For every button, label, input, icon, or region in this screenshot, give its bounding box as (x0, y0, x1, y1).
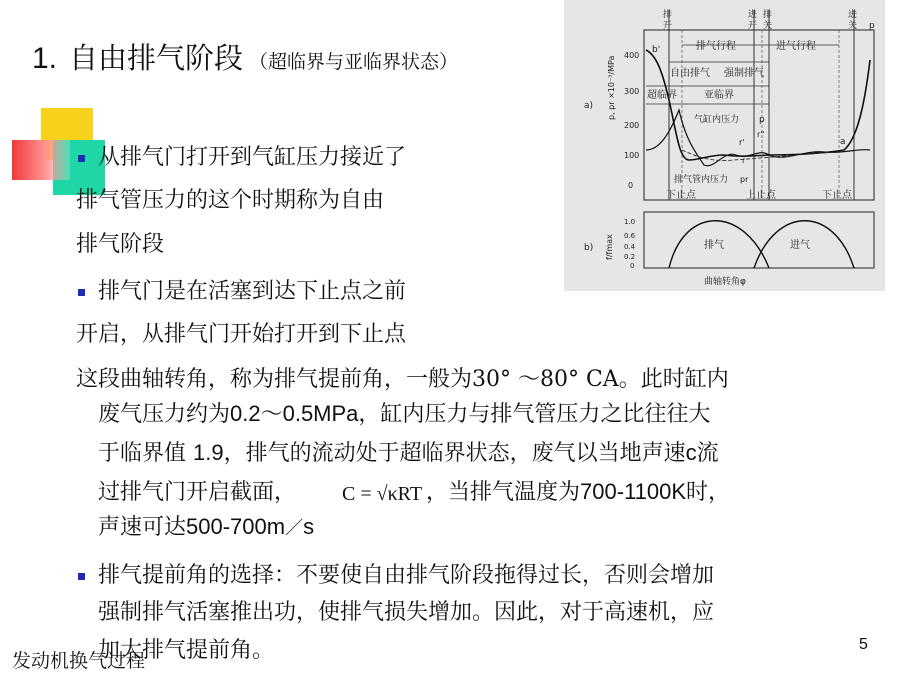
bullet-marker (78, 155, 85, 162)
label-intake-close: 进 (848, 10, 858, 20)
temperature-range: 700-1100K (580, 479, 687, 504)
page-number: 5 (859, 636, 868, 653)
sound-speed-formula (340, 476, 452, 510)
label-p-symbol: p (759, 115, 765, 125)
slide-title (32, 36, 458, 77)
label-subcritical: 亚临界 (704, 90, 734, 101)
label-p: p (869, 21, 875, 31)
valve-timing-figure (564, 0, 885, 291)
sound-speed-range: 500-700m (186, 514, 286, 539)
ylabel-b: f/fmax (605, 234, 614, 260)
label-exhaust-open-2: 开 (663, 21, 673, 31)
text-span: 流 (696, 441, 719, 466)
bullet2-line5 (98, 438, 719, 469)
bullet1-line2: 排气管压力的这个时期称为自由 (76, 188, 385, 213)
xlabel-crank-angle: 曲轴转角φ (704, 277, 746, 287)
bullet2-line7 (98, 512, 314, 544)
label-exhaust-stroke: 排气行程 (696, 41, 736, 52)
text-span: 声速可达 (98, 515, 187, 540)
bullet2-line2: 开启，从排气门开始打开到下止点 (76, 322, 407, 347)
label-intake-open-2: 开 (748, 21, 758, 31)
text-span: 于临界值 (98, 441, 187, 466)
label-tdc: 上止点 (746, 190, 776, 201)
title-subtitle: （超临界与亚临界状态） (249, 51, 459, 73)
unit-s: s (303, 514, 315, 539)
decor-red-gradient (12, 140, 70, 180)
pressure-range: 0.2～0.5MPa (230, 401, 359, 426)
text-span: ，缸内压力与排气管压力之比往往大 (358, 402, 711, 427)
cylinder-pressure-curve (646, 50, 870, 160)
ytick-300: 300 (624, 87, 640, 96)
label-r-prime: r' (739, 138, 745, 147)
bullet1-line3: 排气阶段 (76, 232, 165, 257)
footer-course-title: 发动机换气过程 (12, 650, 146, 672)
label-intake-stroke: 进气行程 (776, 41, 816, 52)
sound-speed-symbol: c (685, 440, 697, 465)
bullet1-line1: 从排气门打开到气缸压力接近了 (98, 145, 407, 170)
label-forced-exhaust: 强制排气 (724, 68, 764, 79)
label-free-exhaust: 自由排气 (670, 68, 710, 79)
ytick-400: 400 (624, 51, 640, 60)
bullet2-line4 (98, 399, 710, 430)
ytick-b-0: 0 (630, 262, 635, 270)
ytick-b-1: 1.0 (624, 218, 636, 226)
label-pr-symbol: pr (740, 175, 749, 184)
label-exhaust-open: 排 (663, 10, 673, 20)
label-bdc1: 下止点 (666, 190, 696, 201)
label-supercritical: 超临界 (647, 90, 677, 101)
title-number: 1. (32, 42, 58, 75)
label-r: r (742, 156, 746, 165)
critical-value: 1.9 (193, 440, 224, 465)
bullet2-line1: 排气门是在活塞到达下止点之前 (98, 279, 407, 304)
label-lift-exhaust: 排气 (704, 240, 724, 251)
bullet2-line3: 这段曲轴转角，称为排气提前角，一般为30° ～80° CA。此时缸内 (76, 367, 729, 392)
label-r-double: r'' (757, 130, 765, 139)
ytick-b-02: 0.2 (624, 253, 636, 261)
text-span: ，当排气温度为 (426, 480, 581, 505)
ylabel-a: p, pr ×10⁻³/MPa (607, 55, 616, 120)
panel-b-label: b) (584, 243, 594, 253)
bullet3-line3: 加大排气提前角。 (98, 638, 275, 663)
bullet3-line1: 排气提前角的选择：不要使自由排气阶段拖得过长，否则会增加 (98, 563, 715, 588)
text-span: 时， (686, 480, 731, 505)
label-exhaust-close: 排 (763, 10, 773, 20)
ytick-b-04: 0.4 (624, 243, 636, 251)
label-exhaust-pipe-pressure: 排气管内压力 (674, 175, 729, 185)
bullet3-line2: 强制排气活塞推出功，使排气损失增加。因此，对于高速机，应 (98, 600, 715, 625)
text-span: 过排气门开启截面， (98, 480, 297, 505)
text-span: ，排气的流动处于超临界状态，废气以当地声速 (223, 441, 686, 466)
label-exhaust-close-2: 关 (763, 21, 773, 31)
label-a: a (840, 137, 846, 147)
label-intake-close-2: 关 (848, 21, 858, 31)
ytick-b-06: 0.6 (624, 232, 636, 240)
panel-a-label: a) (584, 101, 594, 111)
title-main: 自由排气阶段 (69, 41, 244, 75)
slash: ／ (285, 518, 304, 539)
ytick-100: 100 (624, 151, 640, 160)
label-intake-open: 进 (748, 10, 758, 20)
formula-text: C = √κRT (342, 483, 423, 505)
ytick-200: 200 (624, 121, 640, 130)
bullet-marker (78, 573, 85, 580)
label-b-prime: b' (652, 45, 661, 55)
figure-svg (564, 0, 885, 291)
label-cylinder-pressure: 气缸内压力 (694, 115, 740, 125)
label-lift-intake: 进气 (790, 240, 810, 251)
label-bdc2: 下止点 (822, 190, 852, 201)
bullet-marker (78, 289, 85, 296)
ytick-0: 0 (628, 181, 634, 190)
text-span: 废气压力约为 (98, 402, 231, 427)
